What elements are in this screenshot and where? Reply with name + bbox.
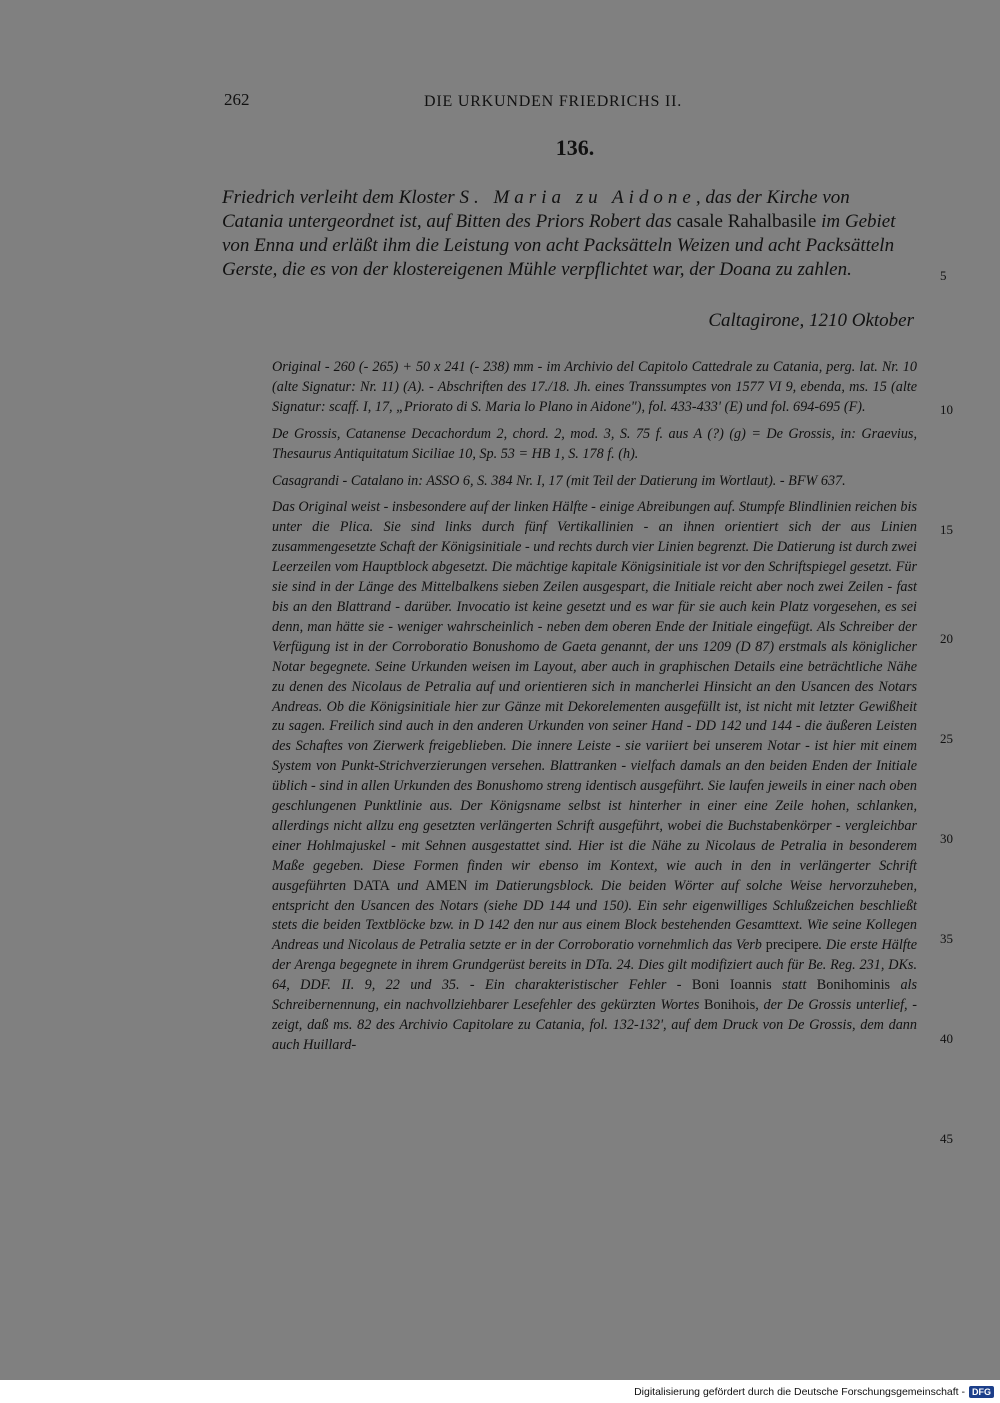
line-number: 10 [940, 402, 953, 417]
line-number: 20 [940, 631, 953, 646]
commentary-text: , der De Grossis unterlief, - zeigt, daß ms. 82 des Archivio Capitolare zu Catania, fol. 132-132', auf dem Druck von De Grossis, dem dann auch Huillard- [272, 997, 917, 1053]
line-number: 35 [940, 931, 953, 946]
line-number: 40 [940, 1031, 953, 1046]
commentary-text: als Schreibernennung, ein nachvollziehbarer Lesefehler des gekürzten Wortes [272, 977, 918, 1014]
commentary-text: . Die erste Hälfte der Arenga begegnete in ihrem Grundgerüst bereits in DTa. 24. Dies gilt modifiziert auch für Be. Reg. 231, DKs. 64, DDF. II. 9, 22 und 35. - Ein charakteristischer Fehler - [272, 937, 917, 994]
regest-text-2: , das der Kirche von Catania untergeordnet ist, auf Bitten des Priors Robert das [222, 187, 850, 232]
commentary-text: Das Original weist - insbesondere auf der linken Hälfte - einige Abreibungen auf. Stumpfe Blindlinien reichen bis unter die Plica. Sie sind links durch fünf Vertikallinien - an ihnen orientiert sich der aus Linien zusammengesetzte Schaft der Königsinitiale - und rechts durch vier Linien begrenzt. Die Datierung ist durch zwei Leerzeilen vom Hauptblock abgesetzt. Die mächtige kapitale Königsinitiale ist vor den Schriftspiegel gesetzt. Für sie sind in der Länge des Mittelbalkens sieben Zeilen ausgespart, die Initiale reicht aber noch zwei Zeilen - fast bis an den Blattrand - darüber. Invocatio ist keine gesetzt und es war für sie auch kein Platz vorgesehen, es sei denn, man hätte sie - weniger wahrscheinlich - neben dem oberen Ende der Initiale eingefügt. Als Schreiber der Verfügung ist in der Corroboratio Bonushomo de Gaeta genannt, der uns 1209 (D 87) erstmals als königlicher Notar begegnete. Seine Urkunden weisen im Layout, aber auch in graphischen Details eine beträchtliche Nähe zu denen des Nicolaus de Petralia auf und orientieren sich in mancherlei Hinsicht an den Usancen des Notars Andreas. Ob die Königsinitiale hier zur Gänze mit Dekorelementen ausgefüllt ist, ist nicht mit letzter Gewißheit zu sagen. Freilich sind auch in den anderen Urkunden von seiner Hand - DD 142 und 144 - die äußeren Leisten des Schaftes von Zierwerk freigeblieben. Die innere Leiste - sie variiert bei unserem Notar - ist hier mit einem System von Punkt-Strichverzierungen versehen. Blattranken - vielfach damals an den beiden Enden der Initiale üblich - sind in allen Urkunden des Bonushomo streng identisch ausgeführt. Sie laufen jeweils in einer nach oben geschlungenen Punktlinie aus. Der Königsname selbst ist hinterher in einer eine Zeile hohen, schlanken, allerdings nicht allzu eng gesetzten verlängerten Schrift ausgeführt, wobei die Buchstabenkörper - vergleichbar einer Hohlmajuskel - mit Sehnen ausgestattet sind. Hier ist die Nähe zu Nicolaus de Petralia in besonderem Maße gegeben. Diese Formen finden wir ebenso im Kontext, wie auch in den in verlängerter Schrift ausgeführten [272, 499, 917, 894]
critical-apparatus [272, 358, 917, 1063]
commentary-text: statt [771, 977, 817, 994]
tradition-paragraph: Original - 260 (- 265) + 50 x 241 (- 238) mm - im Archivio del Capitolo Cattedrale zu Catania, perg. lat. Nr. 10 (alte Signatur: Nr. 11) (A). - Abschriften des 17./18. Jh. eines Transsumptes von 1577 VI 9, ebenda, ms. 15 (alte Signatur: scaff. I, 17, „Priorato di S. Maria lo Plano in Aidone"), fol. 433-433' (E) und fol. 694-695 (F). [272, 359, 917, 415]
line-number: 30 [940, 831, 953, 846]
commentary-text: und [389, 877, 426, 894]
regest-text-1: Friedrich verleiht dem Kloster [222, 187, 460, 208]
commentary-paragraph [272, 498, 917, 1055]
editions-paragraph: De Grossis, Catanense Decachordum 2, chord. 2, mod. 3, S. 75 f. aus A (?) (g) = De Grossis, in: Graevius, Thesaurus Antiquitatum Siciliae 10, Sp. 53 = HB 1, S. 178 f. (h). [272, 425, 917, 462]
commentary-upright-word: Bonihois [704, 997, 756, 1014]
commentary-text: im Datierungsblock. Die beiden Wörter auf solche Weise hervorzuheben, entspricht den Usancen des Notars (siehe DD 144 und 150). Ein sehr eigenwilliges Schlußzeichen beschließt stets die beiden Textblöcke bzw. in D 142 den nur aus einem Block bestehenden Gesamttext. Wie seine Kollegen Andreas und Nicolaus de Petralia setzte er in der Corroboratio vornehmlich das Verb [272, 877, 918, 954]
commentary-upright-word: precipere [765, 937, 819, 954]
document-number: 136. [555, 135, 595, 160]
regest-casale-name: casale Rahalbasile [676, 211, 817, 232]
running-head: DIE URKUNDEN FRIEDRICHS II. [424, 93, 683, 110]
funding-footer [634, 1386, 994, 1398]
commentary-upright-word: DATA [353, 877, 390, 894]
line-number: 15 [940, 522, 953, 537]
page-number: 262 [224, 90, 250, 109]
regesta-paragraph: Casagrandi - Catalano in: ASSO 6, S. 384 Nr. I, 17 (mit Teil der Datierung im Wortlaut). - BFW 637. [272, 472, 846, 489]
commentary-upright-word: Bonihominis [816, 977, 891, 994]
dating-line: Caltagirone, 1210 Oktober [708, 310, 914, 331]
regest [222, 186, 914, 282]
commentary-upright-word: Boni Ioannis [691, 977, 772, 994]
regest-monastery-name: S. Maria zu Aidone [459, 187, 696, 208]
commentary-upright-word: AMEN [425, 877, 468, 894]
line-number: 5 [940, 268, 947, 283]
dfg-logo: DFG [969, 1386, 994, 1398]
regest-text-3: im Gebiet von Enna und erläßt ihm die Leistung von acht Packsätteln Weizen und acht Packsätteln Gerste, die es von der klostereigenen Mühle verpflichtet war, der Doana zu zahlen. [222, 211, 896, 280]
footer-text: Digitalisierung gefördert durch die Deutsche Forschungsgemeinschaft - [634, 1386, 965, 1398]
line-number: 45 [940, 1131, 953, 1146]
line-number: 25 [940, 731, 953, 746]
